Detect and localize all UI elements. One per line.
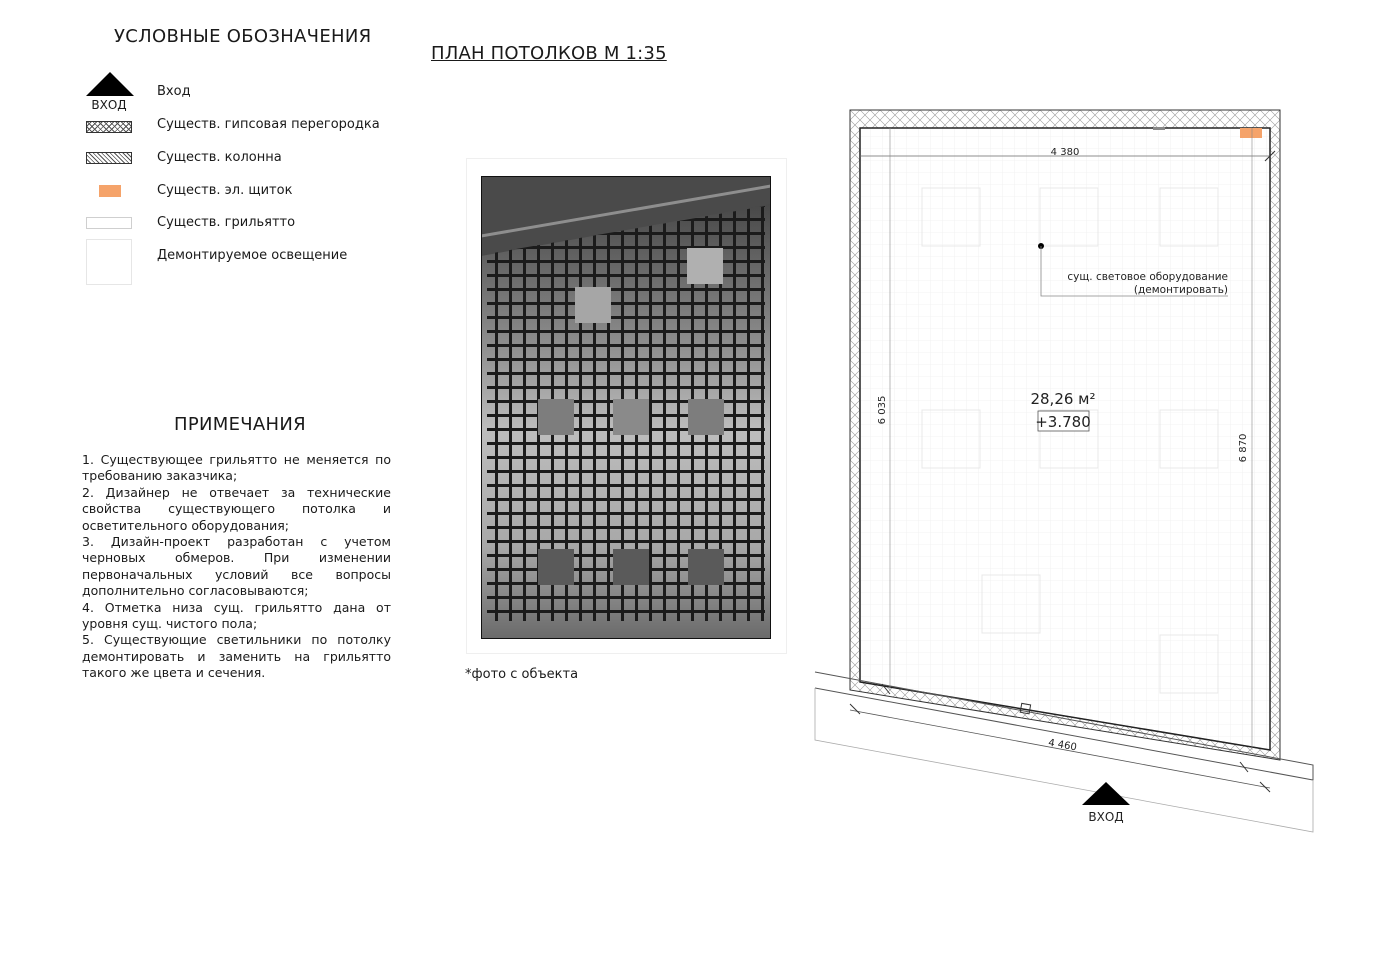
legend-label-electric-panel: Существ. эл. щиток — [157, 183, 293, 198]
dimension-tick — [850, 704, 860, 714]
photo-light-fixture — [613, 399, 649, 435]
photo-light-fixture — [613, 549, 649, 585]
wall-detail — [1153, 127, 1165, 130]
note-item: 3. Дизайн-проект разработан с учетом черновых обмеров. При изменении первоначальных условий все вопросы дополнительно согласовываются; — [82, 534, 391, 599]
photo-light-fixture — [538, 549, 574, 585]
entrance-legend-symbol-label: ВХОД — [91, 98, 127, 112]
room-area: 28,26 м² — [1030, 390, 1096, 408]
note-item: 4. Отметка низа сущ. грильятто дана от уровня сущ. чистого пола; — [82, 599, 391, 632]
entrance-legend-symbol — [86, 72, 132, 112]
legend-swatch-dismantled-lighting — [86, 239, 132, 285]
annotation-line2: (демонтировать) — [1133, 284, 1228, 296]
note-item: 2. Дизайнер не отвечает за технические свойства существующего потолка и осветительного оборудования; — [82, 484, 391, 533]
legend-swatch-column — [86, 152, 132, 164]
photo-caption: *фото с объекта — [465, 667, 579, 682]
entrance-triangle-icon — [86, 72, 134, 96]
legend-label-entrance: Вход — [157, 84, 191, 99]
dimension-right: 6 870 — [1238, 433, 1249, 463]
legend-label-gypsum-partition: Существ. гипсовая перегородка — [157, 117, 380, 132]
photo-light-fixture — [688, 549, 724, 585]
photo-light-fixture — [575, 287, 611, 323]
ceiling-plan-drawing — [810, 100, 1330, 850]
photo-light-fixture — [687, 248, 723, 284]
photo-light-fixture — [538, 399, 574, 435]
plan-title: ПЛАН ПОТОЛКОВ М 1:35 — [431, 43, 667, 64]
dimension-tick — [1260, 782, 1270, 792]
photo-light-fixture — [688, 399, 724, 435]
legend-swatch-electric-panel — [99, 185, 121, 197]
legend-swatch-grill-ceiling — [86, 217, 132, 229]
note-item: 5. Существующие светильники по потолку демонтировать и заменить на грильятто такого же цвета и сечения. — [82, 632, 391, 681]
note-item: 1. Существующее грильятто не меняется по требованию заказчика; — [82, 452, 391, 484]
legend-label-column: Существ. колонна — [157, 150, 282, 165]
legend-title: УСЛОВНЫЕ ОБОЗНАЧЕНИЯ — [114, 26, 372, 47]
dimension-bottom: 4 460 — [1047, 737, 1078, 754]
notes-list — [82, 452, 391, 682]
entrance-triangle-icon — [1082, 782, 1130, 805]
electric-panel — [1240, 128, 1262, 138]
dimension-left: 6 035 — [877, 395, 888, 425]
entrance-label: ВХОД — [1088, 810, 1124, 824]
legend-label-grill-ceiling: Существ. грильятто — [157, 215, 296, 230]
annotation-line1: сущ. световое оборудование — [1067, 271, 1228, 283]
dimension-top: 4 380 — [1050, 147, 1080, 158]
legend-swatch-gypsum-partition — [86, 121, 132, 133]
legend-label-dismantled-lighting: Демонтируемое освещение — [157, 248, 348, 263]
site-photo — [481, 176, 771, 639]
notes-title: ПРИМЕЧАНИЯ — [174, 414, 306, 435]
ceiling-level: +3.780 — [1035, 413, 1091, 431]
